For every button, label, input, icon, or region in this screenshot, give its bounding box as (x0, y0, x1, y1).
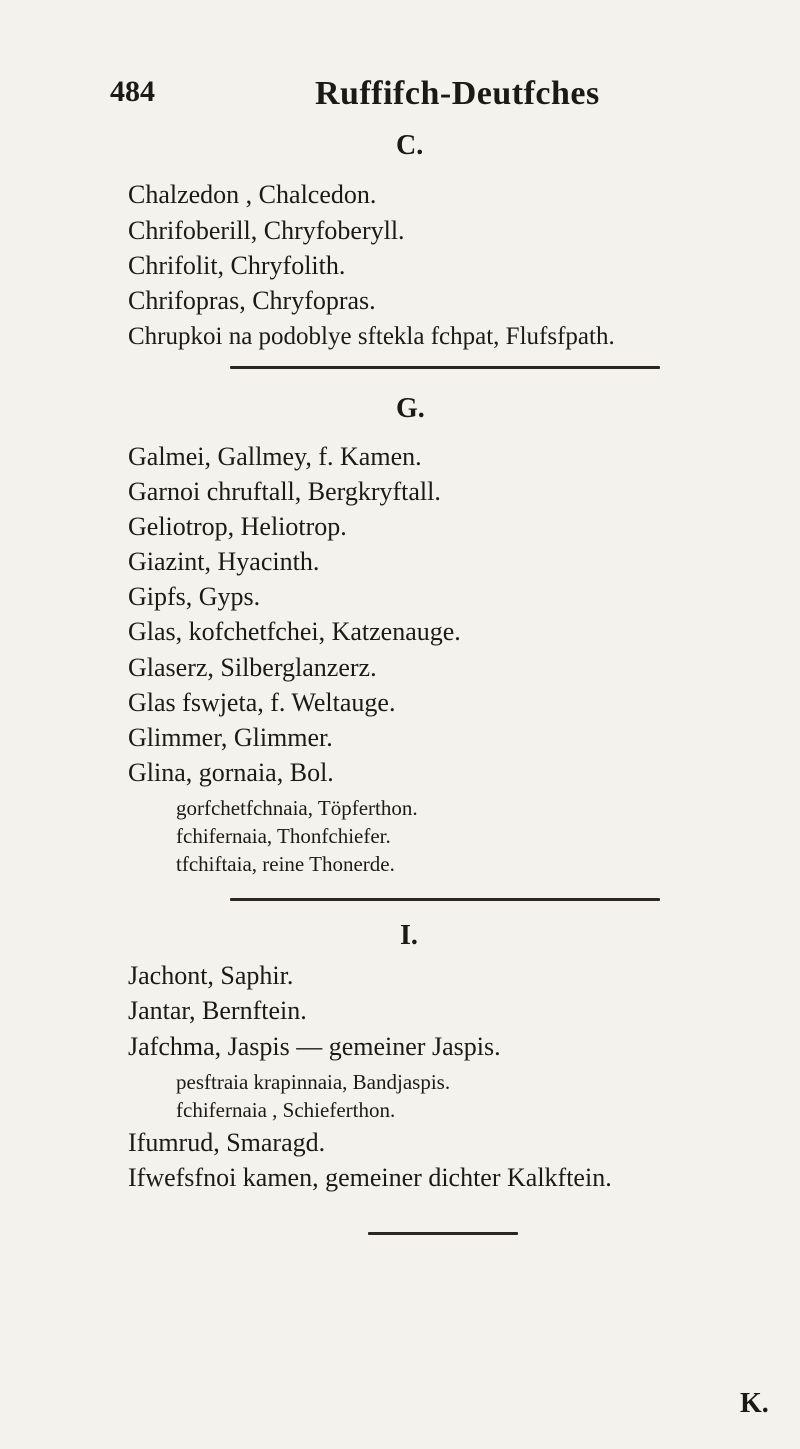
section-letter-c: C. (396, 130, 424, 161)
dictionary-entry: Chalzedon , Chalcedon. (128, 180, 377, 209)
end-divider (368, 1232, 518, 1235)
dictionary-entry: Chrifoberill, Chryfoberyll. (128, 216, 405, 245)
page-header (110, 75, 630, 125)
dictionary-entry: Jafchma, Jaspis — gemeiner Jaspis. (128, 1032, 501, 1061)
dictionary-entry: Glas fswjeta, f. Weltauge. (128, 688, 396, 717)
dictionary-entry: Chrifopras, Chryfopras. (128, 286, 376, 315)
dictionary-entry: Glimmer, Glimmer. (128, 723, 333, 752)
dictionary-subentry: gorfchetfchnaia, Töpferthon. (176, 796, 418, 820)
dictionary-entry: Glaserz, Silberglanzerz. (128, 653, 377, 682)
dictionary-entry: Chrifolit, Chryfolith. (128, 251, 346, 280)
dictionary-entry: Geliotrop, Heliotrop. (128, 512, 347, 541)
dictionary-entry: Giazint, Hyacinth. (128, 547, 320, 576)
section-divider (230, 366, 660, 369)
dictionary-entry: Garnoi chruftall, Bergkryftall. (128, 477, 441, 506)
running-title: Ruffifch-Deutfches (315, 75, 600, 112)
dictionary-entry: Ifwefsfnoi kamen, gemeiner dichter Kalkftein. (128, 1163, 612, 1192)
dictionary-entry: Gipfs, Gyps. (128, 582, 261, 611)
catchword: K. (740, 1388, 769, 1419)
section-letter-i: I. (400, 920, 418, 951)
dictionary-entry: Chrupkoi na podoblye sftekla fchpat, Flufsfpath. (128, 323, 615, 350)
dictionary-subentry: fchifernaia , Schieferthon. (176, 1098, 396, 1122)
dictionary-entry: Ifumrud, Smaragd. (128, 1128, 326, 1157)
page-number: 484 (110, 75, 155, 108)
dictionary-entry: Jachont, Saphir. (128, 961, 294, 990)
dictionary-subentry: pesftraia krapinnaia, Bandjaspis. (176, 1070, 451, 1094)
dictionary-entry: Glas, kofchetfchei, Katzenauge. (128, 617, 461, 646)
dictionary-subentry: tfchiftaia, reine Thonerde. (176, 852, 395, 876)
dictionary-entry: Jantar, Bernftein. (128, 996, 307, 1025)
dictionary-entry: Glina, gornaia, Bol. (128, 758, 334, 787)
section-divider (230, 898, 660, 901)
dictionary-entry: Galmei, Gallmey, f. Kamen. (128, 442, 422, 471)
section-letter-g: G. (396, 393, 425, 424)
dictionary-subentry: fchifernaia, Thonfchiefer. (176, 824, 391, 848)
